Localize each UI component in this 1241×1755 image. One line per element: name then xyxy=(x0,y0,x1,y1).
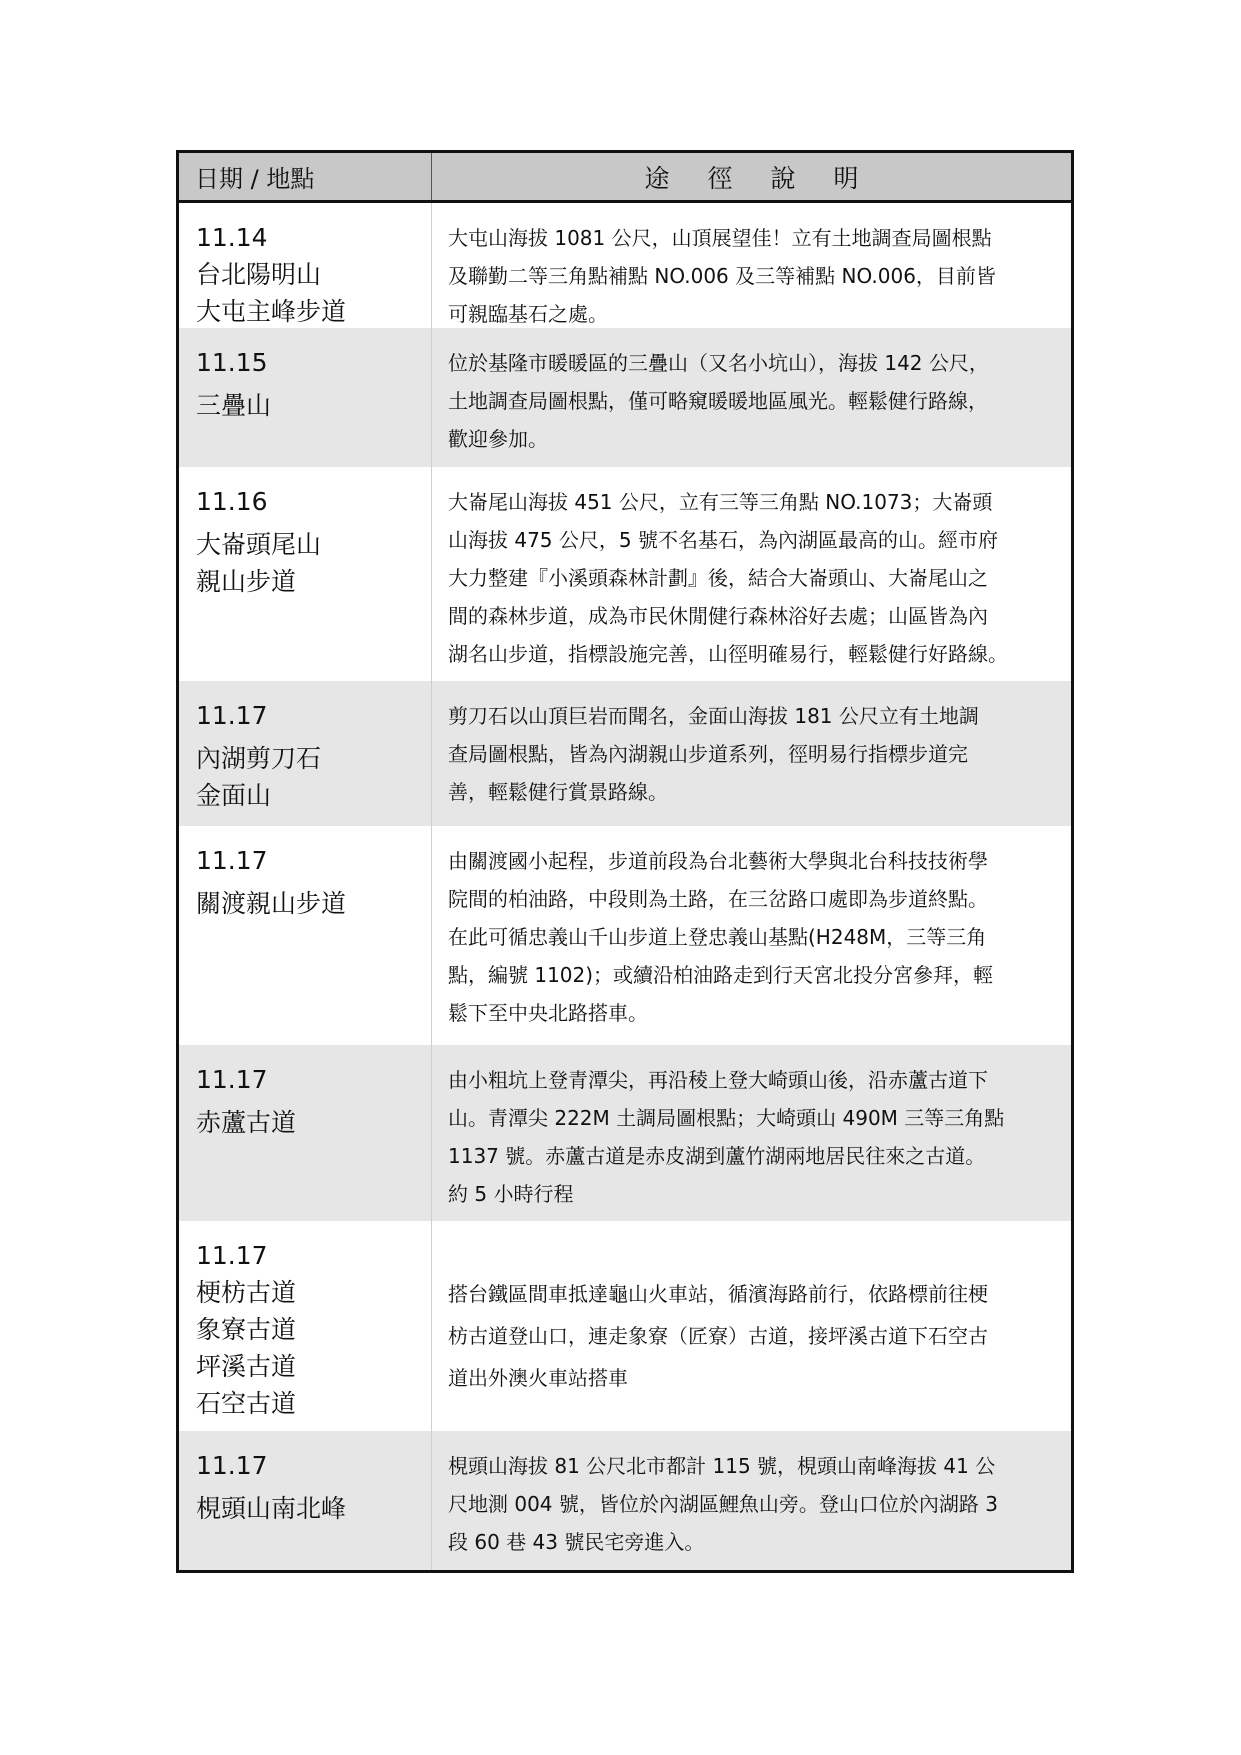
description-line: 山海拔 475 公尺，5 號不名基石，為內湖區最高的山。經市府 xyxy=(448,528,998,552)
row-date: 11.15 xyxy=(196,348,268,377)
description-line: 可親臨基石之處。 xyxy=(448,302,608,326)
description-line: 尺地測 004 號，皆位於內湖區鯉魚山旁。登山口位於內湖路 3 xyxy=(448,1492,998,1516)
row-place: 赤蘆古道 xyxy=(196,1108,297,1137)
table-row xyxy=(179,1221,1071,1431)
description-line: 段 60 巷 43 號民宅旁進入。 xyxy=(448,1530,705,1554)
table-row xyxy=(179,203,1071,328)
description-line: 湖名山步道，指標設施完善，山徑明確易行，輕鬆健行好路線。 xyxy=(448,642,1008,666)
description-cell xyxy=(432,203,1071,328)
row-place: 石空古道 xyxy=(196,1389,297,1418)
description-line: 山。青潭尖 222M 土調局圖根點；大崎頭山 490M 三等三角點 xyxy=(448,1106,1005,1130)
row-date: 11.17 xyxy=(196,1241,268,1270)
description-line: 查局圖根點，皆為內湖親山步道系列，徑明易行指標步道完 xyxy=(448,742,968,766)
row-date: 11.16 xyxy=(196,487,268,516)
table-row xyxy=(179,328,1071,467)
date-place-cell xyxy=(179,1431,432,1570)
description-line: 枋古道登山口，連走象寮（匠寮）古道，接坪溪古道下石空古 xyxy=(448,1324,988,1348)
date-place-cell xyxy=(179,1221,432,1431)
date-place-cell xyxy=(179,203,432,328)
description-line: 位於基隆市暖暖區的三疊山（又名小坑山），海拔 142 公尺， xyxy=(448,351,989,375)
description-line: 大屯山海拔 1081 公尺，山頂展望佳！立有土地調查局圖根點 xyxy=(448,226,992,250)
row-place: 台北陽明山 xyxy=(196,260,322,289)
description-line: 歡迎參加。 xyxy=(448,427,548,451)
row-place: 象寮古道 xyxy=(196,1315,297,1344)
table-row xyxy=(179,1045,1071,1221)
description-line: 土地調查局圖根點，僅可略窺暖暖地區風光。輕鬆健行路線， xyxy=(448,389,988,413)
row-date: 11.17 xyxy=(196,701,268,730)
row-place: 坪溪古道 xyxy=(196,1352,297,1381)
row-place: 關渡親山步道 xyxy=(196,889,347,918)
description-line: 大力整建『小溪頭森林計劃』後，結合大崙頭山、大崙尾山之 xyxy=(448,566,988,590)
row-date: 11.14 xyxy=(196,223,268,252)
description-cell xyxy=(432,1045,1071,1221)
description-line: 在此可循忠義山千山步道上登忠義山基點(H248M，三等三角 xyxy=(448,925,987,949)
description-line: 間的森林步道，成為市民休閒健行森林浴好去處；山區皆為內 xyxy=(448,604,988,628)
table-row xyxy=(179,1431,1071,1570)
date-place-cell xyxy=(179,1045,432,1221)
row-place: 梘頭山南北峰 xyxy=(196,1494,347,1523)
description-line: 鬆下至中央北路搭車。 xyxy=(448,1001,648,1025)
header-route-description: 途徑說明 xyxy=(644,163,897,193)
description-line: 搭台鐵區間車抵達龜山火車站，循濱海路前行，依路標前往梗 xyxy=(448,1282,988,1306)
description-cell xyxy=(432,681,1071,826)
row-place: 三疊山 xyxy=(196,391,272,420)
date-place-cell xyxy=(179,328,432,467)
description-line: 由關渡國小起程，步道前段為台北藝術大學與北台科技技術學 xyxy=(448,849,988,873)
table-row xyxy=(179,826,1071,1045)
description-line: 大崙尾山海拔 451 公尺，立有三等三角點 NO.1073；大崙頭 xyxy=(448,490,993,514)
description-cell xyxy=(432,826,1071,1045)
description-line: 善，輕鬆健行賞景路線。 xyxy=(448,780,668,804)
description-cell xyxy=(432,467,1071,681)
header-date-place: 日期 / 地點 xyxy=(179,153,432,200)
table-row xyxy=(179,681,1071,826)
description-line: 點，編號 1102)；或續沿柏油路走到行天宮北投分宮參拜，輕 xyxy=(448,963,994,987)
route-table xyxy=(176,150,1074,1573)
description-line: 道出外澳火車站搭車 xyxy=(448,1366,628,1390)
date-place-cell xyxy=(179,681,432,826)
description-cell xyxy=(432,1221,1071,1431)
description-line: 由小粗坑上登青潭尖，再沿稜上登大崎頭山後，沿赤蘆古道下 xyxy=(448,1068,988,1092)
description-line: 及聯勤二等三角點補點 NO.006 及三等補點 NO.006，目前皆 xyxy=(448,264,996,288)
row-place: 親山步道 xyxy=(196,567,297,596)
description-line: 1137 號。赤蘆古道是赤皮湖到蘆竹湖兩地居民往來之古道。 xyxy=(448,1144,986,1168)
row-place: 梗枋古道 xyxy=(196,1278,297,1307)
description-cell xyxy=(432,1431,1071,1570)
row-place: 大崙頭尾山 xyxy=(196,530,322,559)
date-place-cell xyxy=(179,826,432,1045)
description-cell xyxy=(432,328,1071,467)
row-date: 11.17 xyxy=(196,1451,268,1480)
row-place: 金面山 xyxy=(196,781,272,810)
table-row xyxy=(179,467,1071,681)
row-date: 11.17 xyxy=(196,846,268,875)
description-line: 約 5 小時行程 xyxy=(448,1182,574,1206)
description-line: 院間的柏油路，中段則為土路，在三岔路口處即為步道終點。 xyxy=(448,887,988,911)
table-header xyxy=(179,153,1071,203)
description-line: 剪刀石以山頂巨岩而聞名，金面山海拔 181 公尺立有土地調 xyxy=(448,704,979,728)
date-place-cell xyxy=(179,467,432,681)
row-place: 內湖剪刀石 xyxy=(196,744,322,773)
description-line: 梘頭山海拔 81 公尺北市都計 115 號，梘頭山南峰海拔 41 公 xyxy=(448,1454,996,1478)
row-date: 11.17 xyxy=(196,1065,268,1094)
row-place: 大屯主峰步道 xyxy=(196,297,347,326)
